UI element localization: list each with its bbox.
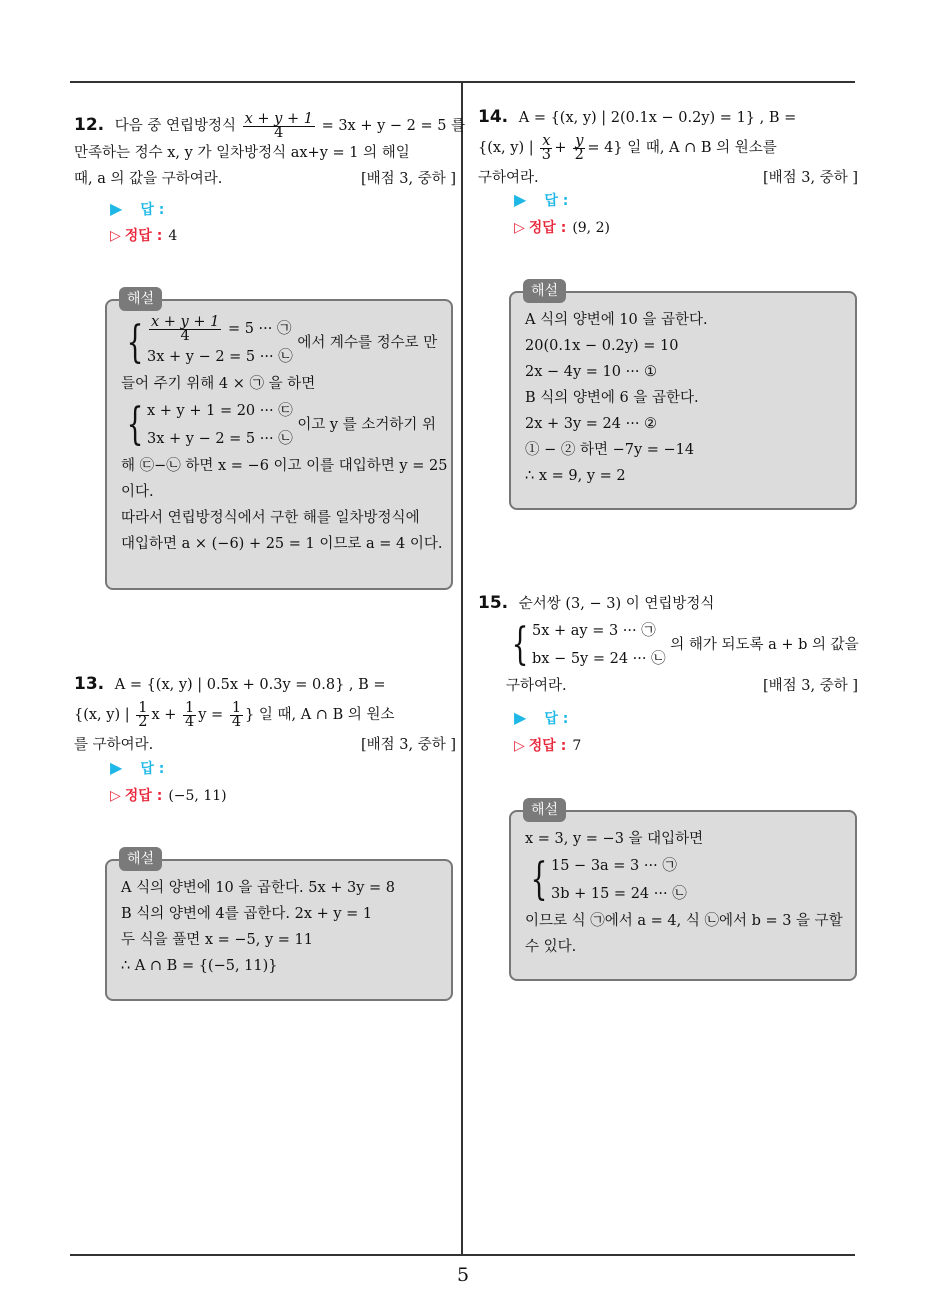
solution-text: 이고 y 를 소거하기 위 — [297, 417, 436, 433]
correct-answer-row — [110, 785, 227, 805]
solution-line: 2x − 4y = 10 ··· ① — [525, 364, 658, 380]
problem-text: 다음 중 연립방정식 — [114, 118, 237, 134]
triangle-outline-icon: ▷ — [110, 788, 121, 804]
solution-tag: 해설 — [523, 279, 566, 303]
solution-line: 따라서 연립방정식에서 구한 해를 일차방정식에 — [121, 510, 420, 526]
problem-text: A = {(x, y) | 0.5x + 0.3y = 0.8} , B = — [114, 677, 386, 693]
problem-12-line-3: 때, a 의 값을 구하여라. [배점 3, 중하 ] — [74, 166, 456, 192]
problem-13-line-2: {(x, y) | $\frac{1}{2}$ x + $\frac{1}{4}$ y = $\frac{1}{4}$ } 일 때, A ∩ B 의 원소 — [74, 699, 395, 730]
answer-row — [110, 199, 164, 219]
column-divider — [461, 81, 463, 1256]
problem-12 — [74, 110, 466, 192]
solution-line: 2x + 3y = 24 ··· ② — [525, 416, 658, 432]
problem-number: 13. — [74, 674, 105, 694]
problem-13-line-3: 를 구하여라. [배점 3, 중하 ] — [74, 732, 456, 758]
problem-text: 를 — [451, 118, 466, 134]
problem-14-line-1 — [478, 104, 858, 131]
solution-system: { 15 − 3a = 3 ··· ㉠ 3b + 15 = 24 ··· ㉡ — [530, 854, 687, 905]
score-badge: [배점 3, 중하 ] — [762, 170, 858, 186]
problem-number: 12. — [74, 115, 105, 135]
solution-tag: 해설 — [523, 798, 566, 822]
score-badge: [배점 3, 중하 ] — [360, 737, 456, 753]
play-icon: ▶ — [110, 199, 123, 218]
solution-box-13 — [105, 851, 453, 1001]
correct-label: 정답 : — [124, 228, 163, 244]
problem-14-line-3: 구하여라. [배점 3, 중하 ] — [478, 165, 858, 191]
correct-answer-row — [110, 225, 177, 245]
correct-label: 정답 : — [528, 220, 567, 236]
problem-15-line-3: 구하여라. [배점 3, 중하 ] — [478, 673, 858, 699]
answer-row — [514, 708, 568, 728]
solution-box-14 — [509, 283, 857, 510]
solution-line: A 식의 양변에 10 을 곱한다. — [525, 312, 708, 328]
play-icon: ▶ — [110, 758, 123, 777]
solution-line: 두 식을 풀면 x = −5, y = 11 — [121, 932, 314, 948]
solution-line: 이므로 식 ㉠에서 a = 4, 식 ㉡에서 b = 3 을 구할 — [525, 913, 843, 929]
solution-tag: 해설 — [119, 847, 162, 871]
page-number: 5 — [456, 1264, 470, 1286]
equation: = 3x + y − 2 = 5 — [321, 118, 447, 134]
solution-tag: 해설 — [119, 287, 162, 311]
correct-label: 정답 : — [124, 788, 163, 804]
triangle-outline-icon: ▷ — [110, 228, 121, 244]
solution-line: 20(0.1x − 0.2y) = 10 — [525, 338, 679, 354]
solution-line: 들어 주기 위해 4 × ㉠ 을 하면 — [121, 376, 316, 392]
answer-label: 답 : — [140, 202, 165, 218]
problem-text: 순서쌍 (3, − 3) 이 연립방정식 — [518, 596, 715, 612]
triangle-outline-icon: ▷ — [514, 738, 525, 754]
correct-answer-value: 7 — [572, 738, 582, 754]
solution-line: ∴ A ∩ B = {(−5, 11)} — [121, 958, 278, 974]
correct-answer-value: (9, 2) — [572, 220, 610, 236]
answer-label: 답 : — [544, 193, 569, 209]
correct-answer-row — [514, 735, 581, 755]
solution-box-15 — [509, 802, 857, 981]
solution-text: 에서 계수를 정수로 만 — [297, 335, 438, 351]
correct-label: 정답 : — [528, 738, 567, 754]
bottom-rule — [70, 1254, 855, 1256]
play-icon: ▶ — [514, 190, 527, 209]
problem-12-line-2: 만족하는 정수 x, y 가 일차방정식 ax+y = 1 의 해일 — [74, 144, 410, 161]
problem-15-system: { 5x + ay = 3 ··· ㉠ bx − 5y = 24 ··· ㉡ 의 해가 되도록 a + b 의 값을 — [511, 619, 859, 670]
solution-line: 해 ㉢−㉡ 하면 x = −6 이고 이를 대입하면 y = 25 — [121, 458, 448, 474]
solution-box-12 — [105, 291, 453, 590]
solution-system-1: { $\frac{x + y + 1}{4}$ = 5 ··· ㉠ 3x + y − 2 = 5 ··· ㉡ 에서 계수를 정수로 만 — [126, 313, 438, 368]
problem-13-line-1 — [74, 671, 456, 698]
solution-line: 이다. — [121, 484, 154, 500]
solution-system-2: { x + y + 1 = 20 ··· ㉢ 3x + y − 2 = 5 ··· ㉡ 이고 y 를 소거하기 위 — [126, 399, 436, 450]
answer-label: 답 : — [544, 711, 569, 727]
problem-number: 14. — [478, 107, 509, 127]
fraction: $\frac{x + y + 1}{4}$ — [244, 110, 313, 141]
problem-12-line-1 — [74, 110, 466, 141]
problem-14 — [478, 104, 858, 191]
solution-line: B 식의 양변에 4를 곱한다. 2x + y = 1 — [121, 906, 373, 922]
answer-row — [514, 190, 568, 210]
problem-13 — [74, 671, 456, 758]
score-badge: [배점 3, 중하 ] — [360, 170, 456, 187]
correct-answer-value: (−5, 11) — [168, 788, 227, 804]
play-icon: ▶ — [514, 708, 527, 727]
solution-line: A 식의 양변에 10 을 곱한다. 5x + 3y = 8 — [121, 880, 396, 896]
correct-answer-value: 4 — [168, 228, 178, 244]
answer-row — [110, 758, 164, 778]
solution-line: B 식의 양변에 6 을 곱한다. — [525, 390, 699, 406]
score-badge: [배점 3, 중하 ] — [762, 678, 858, 694]
solution-line: ① − ② 하면 −7y = −14 — [525, 442, 695, 458]
problem-15-line-1 — [478, 590, 858, 617]
problem-number: 15. — [478, 593, 509, 613]
solution-line: x = 3, y = −3 을 대입하면 — [525, 831, 704, 847]
problem-15 — [478, 590, 858, 699]
correct-answer-row — [514, 217, 610, 237]
answer-label: 답 : — [140, 761, 165, 777]
solution-line: 수 있다. — [525, 939, 577, 955]
solution-line: ∴ x = 9, y = 2 — [525, 468, 626, 484]
triangle-outline-icon: ▷ — [514, 220, 525, 236]
problem-14-line-2: {(x, y) | $\frac{x}{3}$ + $\frac{y}{2}$ = 4} 일 때, A ∩ B 의 원소를 — [478, 132, 777, 163]
solution-line: 대입하면 a × (−6) + 25 = 1 이므로 a = 4 이다. — [121, 536, 443, 552]
problem-text: A = {(x, y) | 2(0.1x − 0.2y) = 1} , B = — [518, 110, 797, 126]
